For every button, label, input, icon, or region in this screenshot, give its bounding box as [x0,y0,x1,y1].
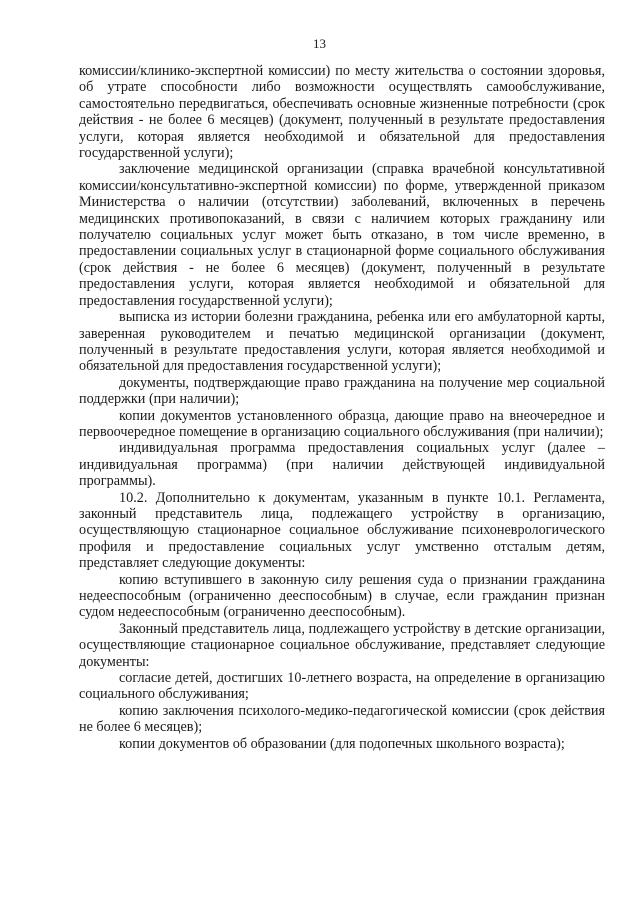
paragraph: документы, подтверждающие право гражданина на получение мер социальной поддержки (при наличии); [79,374,605,408]
paragraph: копии документов об образовании (для подопечных школьного возраста); [119,735,565,752]
paragraph: Законный представитель лица, подлежащего устройству в детские организации, осуществляющие стационарное социальное обслуживание, представляет следующие документы: [79,620,605,670]
paragraph: копию заключения психолого-медико-педагогической комиссии (срок действия не более 6 месяцев); [79,702,605,736]
page-number: 13 [313,36,326,51]
paragraph: заключение медицинской организации (справка врачебной консультативной комиссии/консультативно-экспертной комиссии) по форме, утвержденной приказом Министерства о наличии (отсутствии) заболеваний, включенных в перечень медицинских противопоказаний, в связи с наличием которых гражданину или получателю социальных услуг может быть отказано, в том числе временно, в предоставлении социальных услуг в стационарной форме социального обслуживания (срок действия - не более 6 месяцев) (документ, полученный в результате предоставления услуги, которая является необходимой и обязательной для предоставления государственной услуги); [79,161,605,309]
paragraph: выписка из истории болезни гражданина, ребенка или его амбулаторной карты, заверенная руководителем и печатью медицинской организации (документ, полученный в результате предоставления услуги, которая является необходимой и обязательной для предоставления государственной услуги); [79,309,605,375]
paragraph: копии документов установленного образца, дающие право на внеочередное и первоочередное помещение в организацию социального обслуживания (при наличии); [79,407,605,440]
document-body [79,63,605,752]
paragraph: копию вступившего в законную силу решения суда о признании гражданина недееспособным (ограниченно дееспособным) в случае, если гражданин признан судом недееспособным (ограниченно дееспособным). [79,571,605,621]
paragraph: индивидуальная программа предоставления социальных услуг (далее – индивидуальная программа) (при наличии действующей индивидуальной программы). [79,440,605,490]
paragraph: 10.2. Дополнительно к документам, указанным в пункте 10.1. Регламента, законный представитель лица, подлежащего устройству в организацию, осуществляющую стационарное социальное обслуживание психоневрологического профиля и предоставление социальных услуг умственно отсталым детям, представляет следующие документы: [79,489,605,572]
paragraph: комиссии/клинико-экспертной комиссии) по месту жительства о состоянии здоровья, об утрате способности либо возможности осуществлять самообслуживание, самостоятельно передвигаться, обеспечивать основные жизненные потребности (срок действия - не более 6 месяцев) (документ, полученный в результате предоставления услуги, которая является необходимой и обязательной для предоставления государственной услуги); [79,63,605,162]
paragraph: согласие детей, достигших 10-летнего возраста, на определение в организацию социального обслуживания; [79,670,605,703]
